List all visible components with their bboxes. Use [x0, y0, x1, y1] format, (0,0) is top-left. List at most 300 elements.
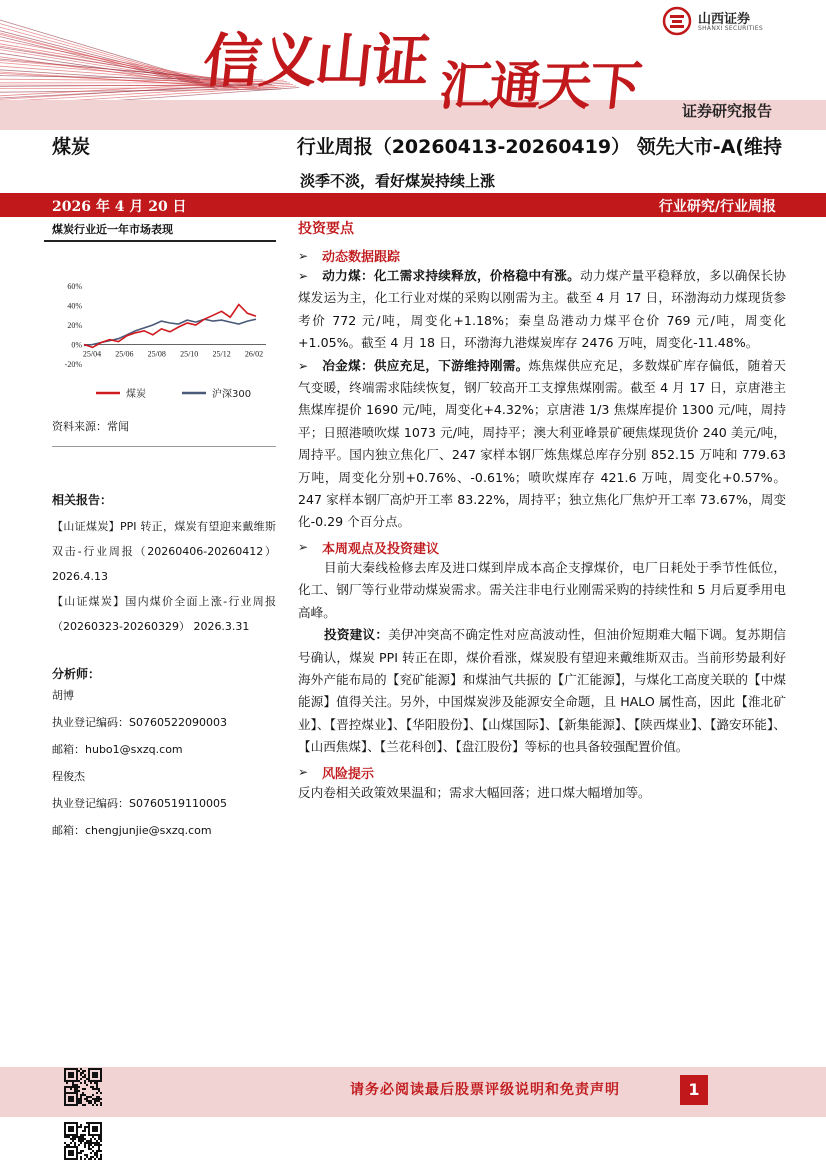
qr-module [64, 1094, 66, 1096]
qr-module [100, 1126, 102, 1128]
qr-module [82, 1092, 84, 1094]
qr-module [88, 1146, 90, 1148]
qr-module [98, 1136, 100, 1138]
qr-module [82, 1130, 84, 1132]
qr-module [82, 1138, 84, 1140]
qr-module [72, 1104, 74, 1106]
qr-module [64, 1122, 66, 1124]
paragraph [298, 265, 786, 355]
qr-module [64, 1152, 66, 1154]
qr-module [94, 1068, 96, 1070]
report-date: 2026 年 4 月 20 日 [52, 199, 187, 215]
qr-module [98, 1088, 100, 1090]
x-tick-label: 25/10 [180, 349, 199, 359]
qr-module [78, 1144, 80, 1146]
paragraph [298, 355, 786, 534]
qr-module [84, 1134, 86, 1136]
qr-module [76, 1126, 78, 1128]
qr-module [96, 1092, 98, 1094]
qr-module [68, 1076, 70, 1078]
section-title [298, 246, 786, 265]
qr-module [68, 1144, 70, 1146]
qr-module [96, 1154, 98, 1156]
qr-module [64, 1146, 66, 1148]
qr-module [92, 1142, 94, 1144]
qr-module [68, 1100, 70, 1102]
qr-module [100, 1102, 102, 1104]
qr-module [98, 1122, 100, 1124]
qr-module [92, 1074, 94, 1076]
chart-source: 资料来源：常闻 [52, 420, 129, 433]
qr-module [98, 1150, 100, 1152]
qr-module [64, 1150, 66, 1152]
slogan-b: 汇通天下 [436, 56, 643, 117]
qr-module [66, 1068, 68, 1070]
qr-module [96, 1076, 98, 1078]
qr-module [92, 1104, 94, 1106]
title-row [0, 130, 826, 160]
qr-module [94, 1142, 96, 1144]
qr-module [80, 1156, 82, 1158]
qr-module [76, 1094, 78, 1096]
qr-module [86, 1084, 88, 1086]
qr-module [96, 1086, 98, 1088]
qr-module [72, 1076, 74, 1078]
x-tick-label: 26/02 [244, 349, 264, 359]
qr-module [76, 1096, 78, 1098]
analyst-reg: 执业登记编码：S0760522090003 [52, 716, 227, 729]
qr-module [90, 1142, 92, 1144]
qr-module [86, 1098, 88, 1100]
y-tick-label: 0% [71, 340, 82, 350]
qr-module [92, 1088, 94, 1090]
qr-module [94, 1158, 96, 1160]
qr-module [100, 1070, 102, 1072]
qr-module [70, 1086, 72, 1088]
qr-module [64, 1072, 66, 1074]
qr-module [74, 1142, 76, 1144]
industry-label: 煤炭 [52, 136, 91, 158]
qr-module [64, 1134, 66, 1136]
qr-module [72, 1086, 74, 1088]
footer [0, 1067, 826, 1117]
paragraph: 反内卷相关政策效果温和；需求大幅回落；进口煤大幅增加等。 [298, 784, 651, 800]
qr-module [64, 1076, 66, 1078]
qr-module [82, 1104, 84, 1106]
qr-module [100, 1076, 102, 1078]
qr-module [66, 1134, 68, 1136]
section-title [298, 538, 786, 557]
qr-module [68, 1072, 70, 1074]
qr-module [66, 1080, 68, 1082]
qr-module [84, 1098, 86, 1100]
qr-module [84, 1074, 86, 1076]
qr-code-icon [64, 1068, 102, 1106]
market-chart [44, 242, 276, 412]
qr-module [64, 1126, 66, 1128]
qr-module [74, 1092, 76, 1094]
qr-module [70, 1092, 72, 1094]
qr-module [100, 1134, 102, 1136]
qr-module [94, 1154, 96, 1156]
x-tick-label: 25/08 [147, 349, 166, 359]
qr-module [90, 1100, 92, 1102]
qr-module [64, 1088, 66, 1090]
qr-module [90, 1140, 92, 1142]
legend-label: 沪深300 [212, 389, 252, 400]
qr-module [64, 1074, 66, 1076]
qr-module [98, 1100, 100, 1102]
qr-module [84, 1142, 86, 1144]
qr-module [68, 1096, 70, 1098]
qr-module [72, 1092, 74, 1094]
qr-module [64, 1154, 66, 1156]
qr-module [64, 1098, 66, 1100]
qr-module [90, 1080, 92, 1082]
qr-module [80, 1136, 82, 1138]
report-type: 证券研究报告 [681, 102, 772, 120]
qr-module [76, 1078, 78, 1080]
qr-module [70, 1152, 72, 1154]
qr-module [64, 1132, 66, 1134]
qr-module [100, 1138, 102, 1140]
qr-module [66, 1086, 68, 1088]
qr-module [70, 1142, 72, 1144]
qr-module [96, 1082, 98, 1084]
qr-module [68, 1104, 70, 1106]
qr-module [68, 1134, 70, 1136]
qr-module [100, 1140, 102, 1142]
legend-label: 煤炭 [126, 389, 146, 400]
qr-module [72, 1122, 74, 1124]
section-heading: 投资要点 [298, 221, 354, 237]
qr-module [94, 1138, 96, 1140]
qr-module [88, 1124, 90, 1126]
qr-module [74, 1090, 76, 1092]
qr-module [100, 1122, 102, 1124]
qr-module [84, 1144, 86, 1146]
qr-module [92, 1136, 94, 1138]
qr-module [72, 1074, 74, 1076]
analyst-email[interactable]: 邮箱：chengjunjie@sxzq.com [52, 824, 212, 837]
qr-module [92, 1128, 94, 1130]
qr-module [88, 1142, 90, 1144]
analyst-name: 程俊杰 [52, 770, 85, 783]
page-number: 1 [680, 1075, 708, 1105]
qr-module [88, 1158, 90, 1160]
qr-module [72, 1158, 74, 1160]
qr-module [80, 1098, 82, 1100]
qr-module [90, 1138, 92, 1140]
qr-module [74, 1138, 76, 1140]
qr-module [76, 1092, 78, 1094]
qr-module [96, 1084, 98, 1086]
qr-module [88, 1140, 90, 1142]
qr-module [86, 1126, 88, 1128]
qr-module [88, 1134, 90, 1136]
qr-module [92, 1094, 94, 1096]
qr-module [96, 1144, 98, 1146]
qr-module [72, 1068, 74, 1070]
qr-module [98, 1134, 100, 1136]
qr-module [80, 1152, 82, 1154]
qr-module [70, 1130, 72, 1132]
qr-module [70, 1154, 72, 1156]
main-content [298, 218, 786, 804]
qr-module [76, 1152, 78, 1154]
qr-module [94, 1126, 96, 1128]
sidebar [44, 218, 276, 844]
qr-module [90, 1086, 92, 1088]
qr-module [98, 1090, 100, 1092]
qr-module [84, 1128, 86, 1130]
qr-module [94, 1130, 96, 1132]
qr-module [72, 1134, 74, 1136]
logo-icon [662, 6, 692, 36]
qr-module [94, 1100, 96, 1102]
qr-module [70, 1076, 72, 1078]
qr-module [76, 1130, 78, 1132]
date-bar [0, 193, 826, 217]
qr-module [64, 1102, 66, 1104]
section-title [298, 763, 786, 782]
qr-module [96, 1080, 98, 1082]
qr-module [94, 1080, 96, 1082]
qr-module [94, 1128, 96, 1130]
qr-module [84, 1076, 86, 1078]
qr-module [78, 1136, 80, 1138]
paragraph-lead: 投资建议： [324, 627, 389, 643]
qr-module [76, 1080, 78, 1082]
qr-module [90, 1144, 92, 1146]
qr-module [84, 1094, 86, 1096]
analyst-reg: 执业登记编码：S0760519110005 [52, 797, 227, 810]
qr-module [82, 1070, 84, 1072]
qr-module [78, 1090, 80, 1092]
qr-module [66, 1082, 68, 1084]
qr-module [64, 1096, 66, 1098]
qr-module [74, 1136, 76, 1138]
qr-module [76, 1146, 78, 1148]
qr-module [64, 1124, 66, 1126]
related-report-2[interactable]: 【山证煤炭】国内煤价全面上涨-行业周报（20260323-20260329） 2026.3.31 [52, 595, 276, 633]
qr-module [72, 1140, 74, 1142]
qr-module [76, 1068, 78, 1070]
qr-module [86, 1100, 88, 1102]
qr-module [94, 1082, 96, 1084]
qr-module [94, 1102, 96, 1104]
qr-module [64, 1086, 66, 1088]
qr-module [86, 1096, 88, 1098]
qr-module [82, 1134, 84, 1136]
qr-module [74, 1122, 76, 1124]
qr-module [78, 1102, 80, 1104]
qr-module [68, 1154, 70, 1156]
qr-module [96, 1098, 98, 1100]
qr-module [96, 1104, 98, 1106]
qr-module [94, 1134, 96, 1136]
header-banner [0, 0, 826, 130]
qr-module [72, 1084, 74, 1086]
arrow-icon: ➢ [298, 269, 309, 283]
disclaimer[interactable]: 请务必阅读最后股票评级说明和免责声明 [350, 1082, 620, 1098]
qr-module [82, 1076, 84, 1078]
qr-module [64, 1142, 66, 1144]
qr-module [80, 1140, 82, 1142]
qr-module [84, 1070, 86, 1072]
qr-module [88, 1078, 90, 1080]
qr-module [66, 1122, 68, 1124]
section-title-text: 风险提示 [322, 766, 375, 782]
qr-module [76, 1150, 78, 1152]
qr-module [82, 1136, 84, 1138]
qr-module [64, 1068, 66, 1070]
qr-module [94, 1072, 96, 1074]
qr-module [70, 1104, 72, 1106]
qr-module [76, 1148, 78, 1150]
qr-module [64, 1136, 66, 1138]
qr-module [80, 1094, 82, 1096]
paragraph-body: 美伊冲突高不确定性对应高波动性，但油价短期难大幅下调。复苏期信号确认，煤炭 PPI 转正在即，煤价看涨，煤炭股有望迎来戴维斯双击。当前形势最利好海外产能布局的【兖矿能源】和煤油气共振的【广汇能源】，与煤化工高度关联的【中煤能源】值得关注。另外，中国煤炭涉及能源安全命题，且 HALO 属性高，因此【淮北矿业】、【晋控煤业】、【华阳股份】、【山煤国际】、【新集能源】、【陕西煤业】、【潞安环能】、【山西焦煤】、【兰花科创】、【盘江股份】等标的也具备较强配置价值。 [298, 627, 787, 755]
qr-module [90, 1158, 92, 1160]
qr-module [72, 1152, 74, 1154]
qr-module [86, 1154, 88, 1156]
qr-module [90, 1102, 92, 1104]
qr-module [84, 1104, 86, 1106]
qr-module [96, 1130, 98, 1132]
qr-module [96, 1156, 98, 1158]
qr-module [88, 1144, 90, 1146]
qr-module [66, 1144, 68, 1146]
qr-module [88, 1074, 90, 1076]
qr-module [92, 1156, 94, 1158]
qr-module [94, 1098, 96, 1100]
qr-module [80, 1100, 82, 1102]
qr-module [72, 1072, 74, 1074]
company-logo [662, 6, 812, 38]
qr-module [76, 1104, 78, 1106]
qr-module [66, 1136, 68, 1138]
qr-module [76, 1132, 78, 1134]
qr-module [78, 1086, 80, 1088]
qr-module [76, 1090, 78, 1092]
qr-module [70, 1146, 72, 1148]
qr-module [72, 1150, 74, 1152]
qr-module [80, 1150, 82, 1152]
qr-module [80, 1126, 82, 1128]
arrow-icon: ➢ [298, 540, 309, 555]
qr-module [74, 1104, 76, 1106]
qr-module [68, 1146, 70, 1148]
analyst-email[interactable]: 邮箱：hubo1@sxzq.com [52, 743, 183, 756]
qr-module [92, 1146, 94, 1148]
qr-module [76, 1136, 78, 1138]
qr-module [100, 1078, 102, 1080]
logo-sub: SHANXI SECURITIES [698, 25, 763, 32]
qr-module [68, 1128, 70, 1130]
qr-module [94, 1152, 96, 1154]
qr-module [66, 1092, 68, 1094]
qr-module [70, 1122, 72, 1124]
qr-module [84, 1130, 86, 1132]
qr-module [68, 1158, 70, 1160]
qr-module [90, 1082, 92, 1084]
paragraph-lead: 动力煤：化工需求持续释放，价格稳中有涨。 [322, 268, 581, 283]
paragraph: 目前大秦线检修去库及进口煤到岸成本高企支撑煤价，电厂日耗处于季节性低位，化工、钢厂等行业带动煤炭需求。需关注非电行业刚需采购的持续性和 5 月后夏季用电高峰。 [298, 559, 786, 620]
qr-module [76, 1128, 78, 1130]
report-title: 行业周报（20260413-20260419） 领先大市-A(维持 [296, 136, 782, 158]
qr-module [64, 1078, 66, 1080]
logo-name: 山西证券 [698, 12, 751, 27]
qr-module [76, 1122, 78, 1124]
qr-module [72, 1154, 74, 1156]
qr-module [94, 1088, 96, 1090]
related-report-1[interactable]: 【山证煤炭】PPI 转正，煤炭有望迎来戴维斯双击-行业周报（20260406-20260412） 2026.4.13 [52, 520, 276, 583]
qr-module [90, 1152, 92, 1154]
qr-module [76, 1076, 78, 1078]
arrow-icon: ➢ [298, 765, 309, 780]
qr-module [70, 1158, 72, 1160]
qr-module [98, 1138, 100, 1140]
qr-module [88, 1148, 90, 1150]
qr-module [76, 1134, 78, 1136]
y-tick-label: 60% [67, 282, 82, 291]
qr-module [70, 1128, 72, 1130]
qr-module [76, 1154, 78, 1156]
qr-module [98, 1148, 100, 1150]
qr-module [88, 1070, 90, 1072]
y-tick-label: 20% [67, 321, 82, 330]
qr-module [94, 1122, 96, 1124]
qr-module [92, 1086, 94, 1088]
qr-module [82, 1140, 84, 1142]
qr-module [86, 1078, 88, 1080]
qr-module [74, 1146, 76, 1148]
qr-module [64, 1100, 66, 1102]
qr-module [98, 1068, 100, 1070]
qr-module [72, 1082, 74, 1084]
qr-module [76, 1074, 78, 1076]
qr-module [84, 1154, 86, 1156]
y-tick-label: 40% [67, 301, 82, 311]
qr-module [80, 1124, 82, 1126]
paragraph [298, 624, 786, 758]
qr-module [92, 1068, 94, 1070]
qr-module [96, 1126, 98, 1128]
qr-module [70, 1096, 72, 1098]
qr-module [100, 1124, 102, 1126]
qr-module [96, 1122, 98, 1124]
qr-module [86, 1156, 88, 1158]
qr-module [78, 1140, 80, 1142]
qr-module [96, 1088, 98, 1090]
qr-module [74, 1080, 76, 1082]
qr-module [96, 1134, 98, 1136]
qr-module [64, 1148, 66, 1150]
qr-module [80, 1096, 82, 1098]
qr-module [76, 1100, 78, 1102]
qr-module [64, 1130, 66, 1132]
qr-module [74, 1068, 76, 1070]
qr-module [74, 1084, 76, 1086]
x-tick-label: 25/12 [212, 349, 231, 359]
qr-module [68, 1068, 70, 1070]
qr-module [74, 1134, 76, 1136]
qr-module [94, 1076, 96, 1078]
qr-module [78, 1098, 80, 1100]
qr-module [80, 1068, 82, 1070]
qr-module [68, 1150, 70, 1152]
